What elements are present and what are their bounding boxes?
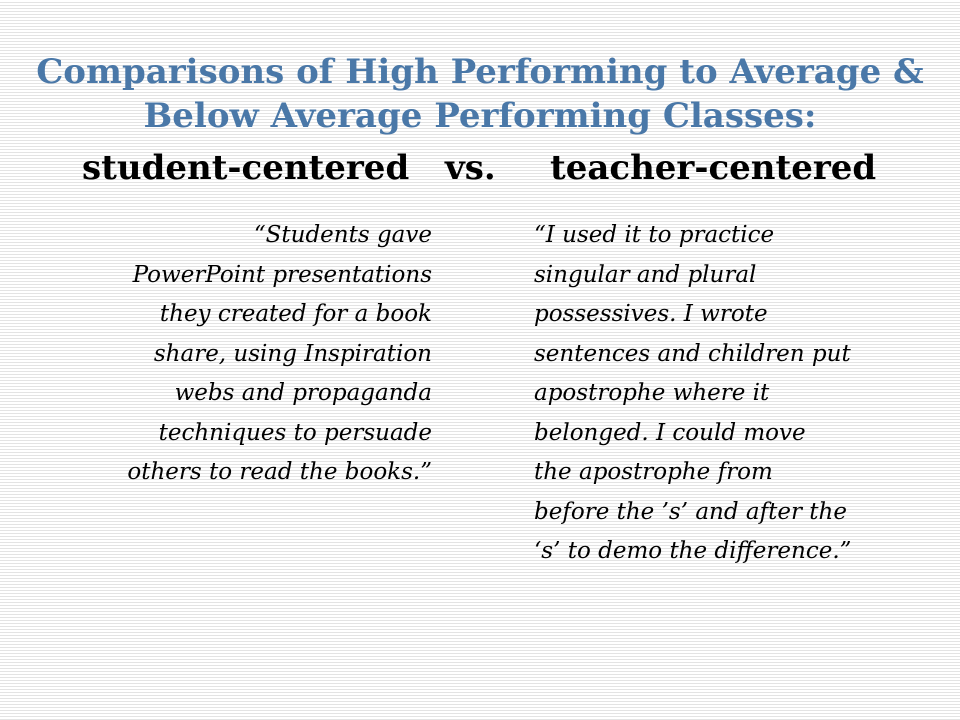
quote-line: sentences and children put [534,340,851,367]
quote-line: ‘s’ to demo the difference.” [534,538,852,564]
quote-line: they created for a book [159,301,432,327]
quote-line: “I used it to practice [534,222,775,248]
quote-line: PowerPoint presentations [132,261,432,288]
title-line-1: Comparisons of High Performing to Average & [36,52,924,92]
quote-line: singular and plural [534,261,757,288]
quote-line: techniques to persuade [158,419,432,446]
quote-line: possessives. I wrote [534,301,768,327]
title-line-2: Below Average Performing Classes: [143,96,817,136]
quote-line: the apostrophe from [534,459,773,485]
quote-line: before the ’s’ and after the [534,498,847,525]
quote-line: apostrophe where it [534,380,770,406]
subtitle-teacher-centered: teacher-centered [550,148,877,188]
subtitle-versus: vs. [445,148,496,188]
quote-line: others to read the books.” [127,459,432,485]
quote-line: “Students gave [253,222,432,248]
quote-line: belonged. I could move [534,419,806,446]
slide-title [20,50,940,138]
quote-line: webs and propaganda [174,380,432,406]
subtitle-student-centered: student-centered [82,148,410,188]
quote-line: share, using Inspiration [153,340,432,367]
student-centered-quote [20,216,432,493]
teacher-centered-quote [534,216,944,572]
comparison-subtitle [0,146,960,192]
